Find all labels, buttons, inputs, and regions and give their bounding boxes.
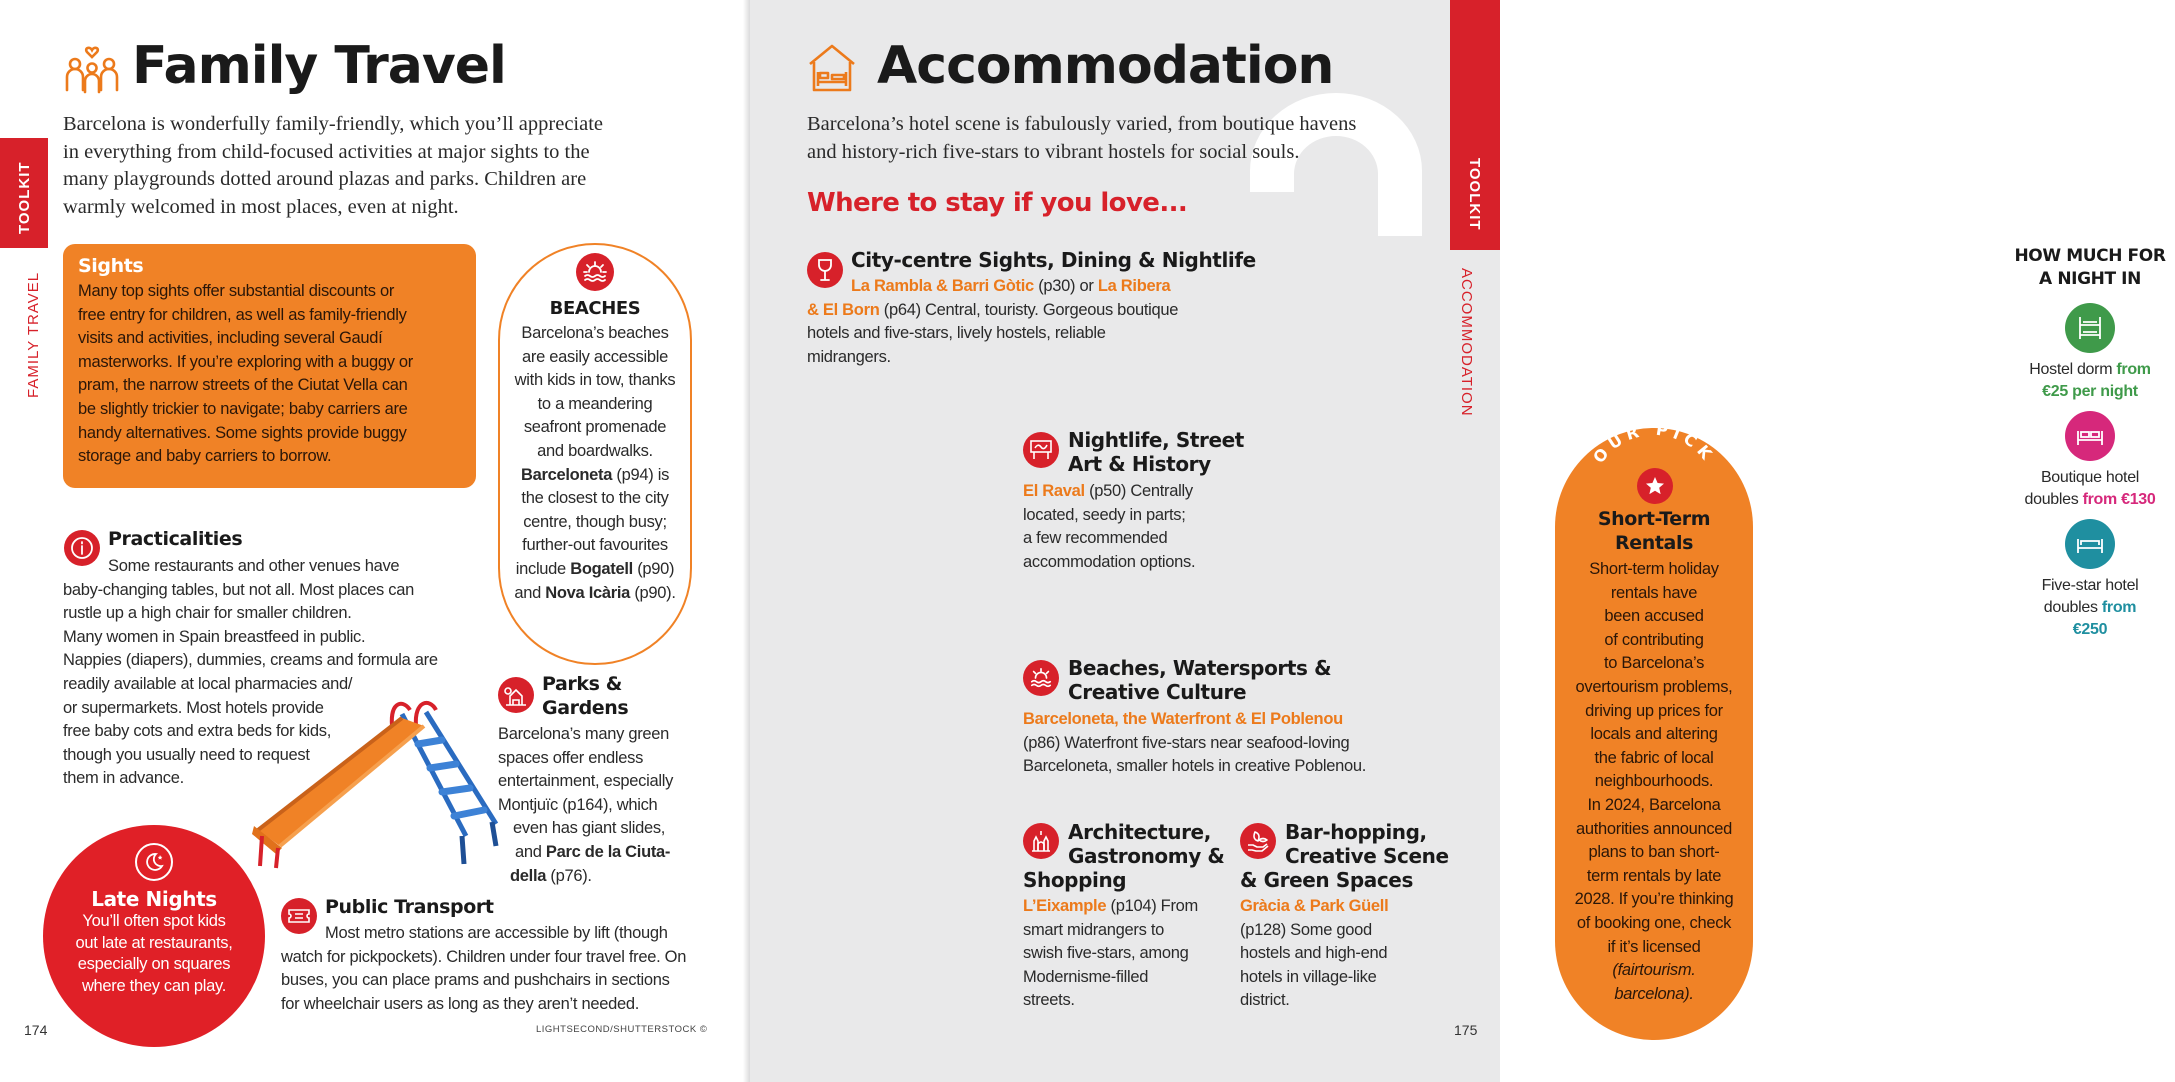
text-line: where they can play.	[81, 976, 227, 995]
text-line: especially on squares	[77, 955, 231, 973]
bunk-bed-icon	[2065, 303, 2115, 353]
heading-line: Creative Culture	[1068, 680, 1247, 704]
heading-line: Beaches, Watersports &	[1068, 656, 1332, 680]
text-line: (p86) Waterfront five-stars near seafood-loving	[1023, 733, 1350, 752]
beaches-text	[500, 322, 690, 605]
text-fragment: and	[515, 842, 546, 861]
text-line: baby-changing tables, but not all. Most places can	[63, 580, 414, 599]
text-line: out late at restaurants,	[75, 933, 233, 952]
text-line	[500, 464, 690, 488]
heading-line: Gardens	[542, 697, 629, 719]
text-line: Short-term holiday	[1589, 560, 1719, 578]
boutique-price	[2005, 467, 2175, 511]
text-line: Many top sights offer substantial discounts or	[78, 282, 395, 300]
text-line	[2005, 359, 2175, 381]
late-nights-circle	[43, 825, 265, 1047]
price-label: Five-star hotel	[2041, 577, 2139, 594]
text-line: the fabric of local	[1594, 748, 1714, 767]
text-line: with kids in tow, thanks	[514, 371, 676, 390]
parks-heading	[542, 672, 628, 720]
text-line	[1023, 895, 1233, 919]
fairtourism-link[interactable]: (fairtourism.	[1612, 961, 1696, 980]
heading-line: Short-Term	[1597, 508, 1711, 530]
heading-line: & Green Spaces	[1240, 868, 1413, 892]
text-line: the closest to the city	[521, 489, 669, 508]
text-line: Barcelona’s many green	[498, 725, 670, 743]
price-from: from	[2101, 599, 2137, 616]
hostel-price	[2005, 359, 2175, 403]
neighbourhood-link[interactable]: Barceloneta, the Waterfront & El Poblenou	[1023, 710, 1343, 728]
text-line: be slightly trickier to navigate; baby carriers are	[78, 399, 408, 418]
text-fragment: (p64) Central, touristy. Gorgeous boutique	[879, 300, 1179, 319]
text-line: though you usually need to request	[63, 745, 310, 764]
our-pick-pill	[1555, 428, 1753, 1040]
text-line: district.	[1240, 991, 1290, 1010]
toolkit-tab-left[interactable]	[0, 138, 48, 248]
beaches-heading: BEACHES	[549, 298, 641, 319]
luxury-bed-icon	[2065, 519, 2115, 569]
text-line: Barcelona’s beaches	[521, 324, 669, 342]
text-line: handy alternatives. Some sights provide buggy	[78, 423, 407, 442]
accommodation-tab-label: ACCOMMODATION	[1458, 268, 1475, 417]
heading-line: HOW MUCH FOR	[2014, 246, 2166, 266]
beaches-watersports-heading	[1068, 656, 1331, 704]
text-line: entertainment, especially	[498, 772, 674, 791]
heading-line: Creative Scene	[1285, 844, 1449, 868]
text-fragment: and	[514, 583, 546, 602]
text-line	[1023, 480, 1253, 504]
text-line: of contributing	[1604, 630, 1704, 649]
text-line: further-out favourites	[522, 536, 668, 555]
sights-heading: Sights	[78, 255, 144, 277]
text-line: even has giant slides,	[513, 819, 666, 838]
place-name: Bogatell	[570, 559, 633, 578]
text-line: In 2024, Barcelona	[1587, 795, 1721, 814]
text-line: seafront promenade	[523, 418, 667, 437]
neighbourhood-link[interactable]: Gràcia & Park Güell	[1240, 897, 1389, 915]
price-card-heading	[2005, 245, 2175, 291]
late-nights-text	[43, 911, 265, 997]
price-from: from	[2116, 361, 2151, 378]
text-line: free entry for children, as well as family-friendly	[78, 305, 407, 324]
text-line	[500, 558, 690, 582]
text-line: Modernisme-filled	[1023, 967, 1149, 986]
star-icon	[1637, 468, 1673, 504]
neighbourhood-link[interactable]: & El Born	[807, 300, 880, 319]
text-line: for wheelchair users as long as they aren’t needed.	[281, 994, 640, 1013]
neighbourhood-link[interactable]: El Raval	[1023, 482, 1085, 500]
heading-line: Art & History	[1068, 452, 1211, 476]
price-value: from €130	[2082, 491, 2156, 508]
neighbourhood-link[interactable]: La Rambla & Barri Gòtic	[851, 277, 1034, 295]
text-line: rustle up a high chair for smaller children.	[63, 604, 352, 623]
text-line	[500, 582, 690, 606]
text-line: 2028. If you’re thinking	[1574, 890, 1734, 909]
city-centre-text	[807, 275, 1227, 369]
city-centre-heading: City-centre Sights, Dining & Nightlife	[851, 248, 1256, 272]
text-line: accommodation options.	[1023, 552, 1196, 571]
photo-credit: LIGHTSECOND/SHUTTERSTOCK ©	[536, 1024, 708, 1035]
practicalities-heading: Practicalities	[108, 528, 243, 550]
bar-hopping-text	[1240, 895, 1440, 1013]
intro-line: warmly welcomed in most places, even at night.	[63, 195, 459, 218]
text-line: to a meandering	[537, 394, 653, 413]
right-page	[750, 0, 2166, 1082]
text-line: pram, the narrow streets of the Ciutat Vella can	[78, 376, 408, 395]
text-line	[498, 865, 738, 889]
intro-line: Barcelona is wonderfully family-friendly, which you’ll appreciate	[63, 113, 604, 135]
heading-line: Parks &	[542, 673, 622, 695]
bed-house-icon	[806, 42, 858, 94]
svg-text:OUR PICK: OUR PICK	[1589, 428, 1719, 467]
text-line: (p128) Some good	[1240, 920, 1372, 939]
text-line	[2005, 489, 2175, 511]
text-line: Many women in Spain breastfeed in public.	[63, 627, 366, 646]
architecture-text	[1023, 895, 1233, 1013]
page-number-right: 175	[1454, 1022, 1478, 1038]
place-name: Nova Icària	[545, 583, 631, 602]
heading-line: Shopping	[1023, 868, 1127, 892]
text-line: locals and altering	[1590, 725, 1718, 744]
price-label: Boutique hotel	[2040, 469, 2140, 486]
text-line: of booking one, check	[1576, 913, 1732, 932]
heading-line: Gastronomy &	[1068, 844, 1225, 868]
text-line	[2005, 597, 2175, 619]
text-line: and boardwalks.	[537, 441, 653, 460]
sun-wave-icon	[1023, 660, 1059, 696]
text-line: storage and baby carriers to borrow.	[78, 447, 332, 466]
neighbourhood-link[interactable]: La Ribera	[1097, 277, 1171, 295]
parks-text	[498, 723, 738, 888]
text-line: free baby cots and extra beds for kids,	[63, 722, 332, 741]
text-line: visits and activities, including several Gaudí	[78, 329, 383, 348]
heading-line: Architecture,	[1068, 820, 1211, 844]
text-line: neighbourhoods.	[1594, 772, 1714, 791]
five-star-price	[2005, 575, 2175, 641]
text-line: swish five-stars, among	[1023, 944, 1189, 963]
playground-slide-image	[252, 696, 502, 872]
text-line: to Barcelona’s	[1603, 654, 1705, 673]
text-fragment: (p76).	[546, 866, 592, 885]
place-name: della	[510, 866, 547, 885]
transport-text	[281, 922, 721, 1016]
text-line: or supermarkets. Most hotels provide	[63, 698, 324, 717]
text-line: plans to ban short-	[1588, 843, 1720, 862]
text-line	[498, 841, 738, 865]
text-line: midrangers.	[807, 347, 891, 366]
text-line	[807, 299, 1227, 323]
text-line: Most metro stations are accessible by lift (though	[325, 924, 668, 942]
family-travel-tab-label: FAMILY TRAVEL	[25, 271, 42, 398]
text-fragment: (p90)	[632, 559, 675, 578]
text-line: Some restaurants and other venues have	[108, 557, 400, 575]
text-line: term rentals by late	[1586, 866, 1722, 885]
text-line: hotels in village-like	[1240, 967, 1377, 986]
text-line: centre, though busy;	[523, 512, 667, 531]
park-icon	[498, 677, 534, 713]
left-page	[0, 0, 750, 1082]
fairtourism-link[interactable]: barcelona).	[1614, 984, 1694, 1003]
text-line	[807, 275, 1227, 299]
price-label: Hostel dorm	[2029, 361, 2117, 378]
place-name: Barceloneta	[520, 465, 613, 484]
short-term-heading	[1555, 507, 1753, 555]
text-line: masterworks. If you’re exploring with a buggy or	[78, 352, 414, 371]
text-fragment: include	[515, 559, 571, 578]
sights-text	[78, 280, 460, 469]
heading-line: Nightlife, Street	[1068, 428, 1244, 452]
text-line: buses, you can place prams and pushchairs in sections	[281, 971, 670, 990]
text-line: readily available at local pharmacies and/	[63, 674, 353, 693]
short-term-text	[1555, 558, 1753, 1006]
text-line: Barceloneta, smaller hotels in creative Poblenou.	[1023, 757, 1366, 776]
heading-line: A NIGHT IN	[2039, 269, 2141, 289]
text-line: authorities announced	[1575, 819, 1733, 838]
price-value: €250	[2072, 621, 2108, 638]
text-line: overtourism problems,	[1575, 677, 1733, 696]
intro-line: many playgrounds dotted around plazas and parks. Children are	[63, 168, 587, 190]
text-line: watch for pickpockets). Children under four travel free. On	[281, 947, 687, 966]
text-line: rentals have	[1610, 583, 1698, 602]
neighbourhood-link[interactable]: L’Eixample	[1023, 897, 1107, 915]
toolkit-tab-label: TOOLKIT	[1466, 158, 1483, 231]
toolkit-tab-right[interactable]	[1450, 0, 1500, 250]
family-icon	[62, 40, 122, 96]
page-number-left: 174	[24, 1022, 48, 1038]
price-label: doubles	[2043, 599, 2102, 616]
intro-paragraph	[63, 111, 713, 221]
moon-stars-icon	[135, 843, 173, 881]
text-line: hostels and high-end	[1240, 944, 1388, 963]
intro-paragraph	[807, 111, 1467, 166]
intro-line: in everything from child-focused activities at major sights to the	[63, 140, 590, 163]
beaches-watersports-text	[1023, 708, 1443, 779]
text-line: them in advance.	[63, 769, 184, 788]
price-card	[2005, 235, 2175, 638]
text-fragment: (p50) Centrally	[1084, 482, 1193, 500]
text-line: smart midrangers to	[1023, 920, 1165, 939]
text-line: if it’s licensed	[1607, 937, 1701, 956]
intro-line: and history-rich five-stars to vibrant hostels for social souls.	[807, 140, 1300, 163]
text-line: Nappies (diapers), dummies, creams and formula are	[63, 651, 438, 670]
text-fragment: (p90).	[630, 583, 676, 602]
text-fragment: (p30) or	[1033, 277, 1098, 295]
text-line: driving up prices for	[1585, 701, 1723, 720]
sights-box	[63, 244, 476, 488]
text-fragment: (p104) From	[1106, 897, 1198, 915]
architecture-heading	[1023, 820, 1224, 892]
beaches-pill	[498, 243, 692, 665]
nightlife-text	[1023, 480, 1253, 574]
heading-line: Rentals	[1615, 532, 1693, 554]
late-nights-heading: Late Nights	[91, 887, 217, 911]
text-line: a few recommended	[1023, 529, 1168, 548]
heading-line: Bar-hopping,	[1285, 820, 1427, 844]
sun-wave-icon	[576, 253, 614, 291]
toolkit-tab-label: TOOLKIT	[16, 161, 33, 234]
text-line: You’ll often spot kids	[82, 912, 226, 930]
text-line: located, seedy in parts;	[1023, 505, 1186, 524]
text-line: Montjuïc (p164), which	[498, 795, 658, 814]
text-line: streets.	[1023, 991, 1075, 1010]
where-to-stay-heading: Where to stay if you love...	[807, 188, 1188, 218]
bar-hopping-heading	[1240, 820, 1449, 892]
transport-heading: Public Transport	[325, 896, 494, 918]
price-value: €25 per night	[2042, 383, 2138, 400]
nightlife-heading	[1068, 428, 1244, 476]
text-line: been accused	[1604, 607, 1704, 626]
street-art-icon	[1023, 432, 1059, 468]
text-line: are easily accessible	[522, 347, 668, 366]
price-label: doubles	[2024, 491, 2083, 508]
page-title: Family Travel	[132, 36, 506, 96]
page-title: Accommodation	[877, 36, 1334, 96]
place-name: Parc de la Ciuta-	[545, 842, 671, 861]
text-fragment: (p94) is	[612, 465, 670, 484]
double-bed-icon	[2065, 411, 2115, 461]
intro-line: Barcelona’s hotel scene is fabulously varied, from boutique havens	[807, 113, 1357, 135]
text-line: hotels and five-stars, lively hostels, reliable	[807, 324, 1106, 343]
text-line: spaces offer endless	[498, 748, 644, 767]
